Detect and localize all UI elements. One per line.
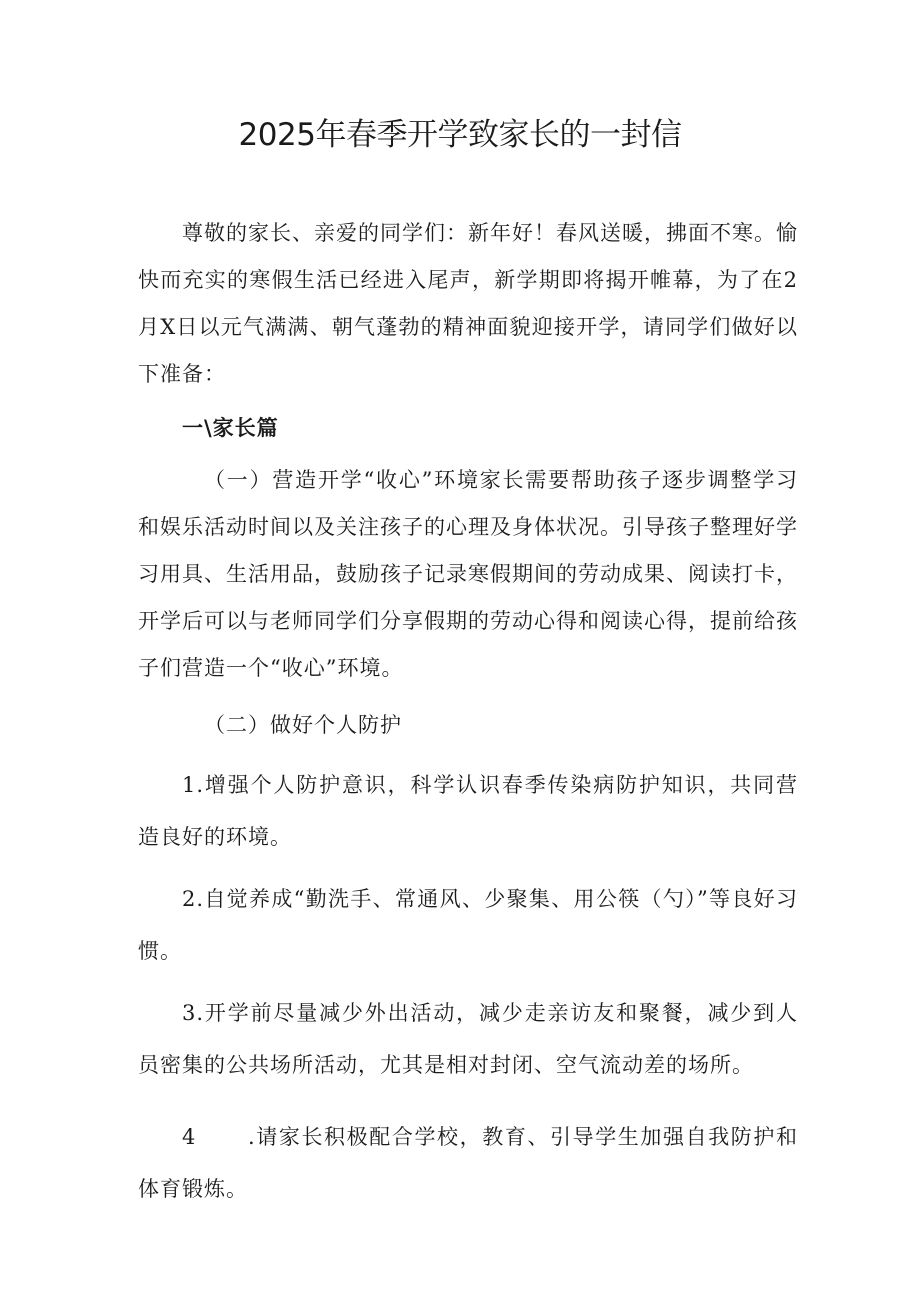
page-title: 2025年春季开学致家长的一封信: [238, 117, 682, 153]
list-item-2: 2.自觉养成“勤洗手、常通风、少聚集、用公筷（勺）”等良好习惯。: [138, 887, 798, 963]
list-item-3: 3.开学前尽量减少外出活动，减少走亲访友和聚餐，减少到人员密集的公共场所活动，尤其是相对封闭、空气流动差的场所。: [138, 1001, 798, 1077]
letter-body: [138, 210, 798, 1215]
greeting-paragraph: 尊敬的家长、亲爱的同学们：新年好！春风送暖，拂面不寒。愉快而充实的寒假生活已经进入尾声，新学期即将揭开帷幕，为了在2月X日以元气满满、朝气蓬勃的精神面貌迎接开学，请同学们做好以下准备：: [138, 221, 798, 386]
list-item-4-text: .请家长积极配合学校，教育、引导学生加强自我防护和体育锻炼。: [138, 1125, 798, 1201]
subsection-1-paragraph: （一）营造开学“收心”环境家长需要帮助孩子逐步调整学习和娱乐活动时间以及关注孩子的心理及身体状况。引导孩子整理好学习用具、生活用品，鼓励孩子记录寒假期间的劳动成果、阅读打卡，开学后可以与老师同学们分享假期的劳动心得和阅读心得，提前给孩子们营造一个“收心”环境。: [138, 468, 798, 680]
list-item-4: [138, 1111, 798, 1215]
list-item-4-number: 4: [182, 1125, 197, 1149]
subsection-2-heading: （二）做好个人防护: [204, 713, 402, 737]
section-heading-parents: 一\家长篇: [182, 415, 279, 440]
list-item-1: 1.增强个人防护意识，科学认识春季传染病防护知识，共同营造良好的环境。: [138, 773, 798, 849]
